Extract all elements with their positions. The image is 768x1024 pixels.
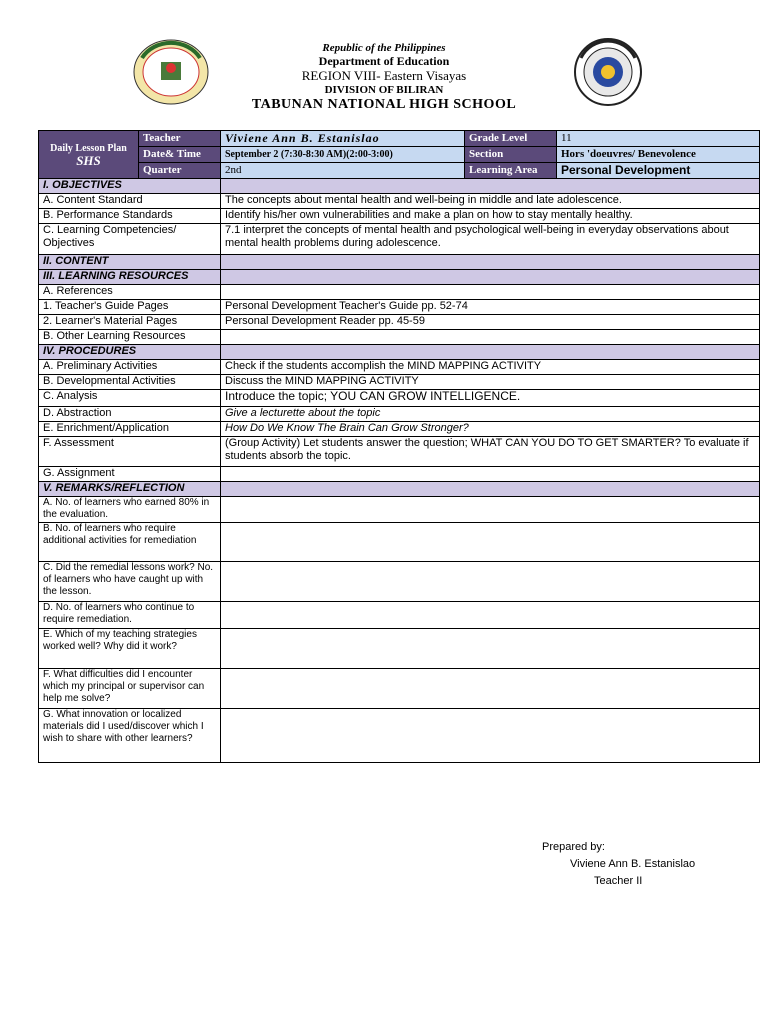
reflection-c-value: [221, 562, 760, 602]
preliminary-activities-value: Check if the students accomplish the MIND MAPPING ACTIVITY: [221, 360, 760, 375]
section-objectives: I. OBJECTIVES: [39, 179, 221, 194]
teacher-label: Teacher: [139, 131, 221, 147]
reflection-d-label: D. No. of learners who continue to require remediation.: [39, 602, 221, 629]
abstraction-value: Give a lecturette about the topic: [221, 407, 760, 422]
reflection-b-value: [221, 523, 760, 562]
learning-area-value: Personal Development: [557, 163, 760, 179]
learners-material-label: 2. Learner's Material Pages: [39, 315, 221, 330]
other-resources-label: B. Other Learning Resources: [39, 330, 221, 345]
assessment-label: F. Assessment: [39, 437, 221, 467]
dlp-sub-label: SHS: [76, 152, 101, 168]
developmental-activities-label: B. Developmental Activities: [39, 375, 221, 390]
teachers-guide-label: 1. Teacher's Guide Pages: [39, 300, 221, 315]
section-learning-resources: III. LEARNING RESOURCES: [39, 270, 221, 285]
section-remarks: V. REMARKS/REFLECTION: [39, 482, 221, 497]
performance-standards-value: Identify his/her own vulnerabilities and make a plan on how to stay mentally healthy.: [221, 209, 760, 224]
analysis-value: Introduce the topic; YOU CAN GROW INTELLIGENCE.: [221, 390, 760, 407]
grade-level-value: 11: [557, 131, 760, 147]
reflection-e-label: E. Which of my teaching strategies worked well? Why did it work?: [39, 629, 221, 669]
preparer-name: Viviene Ann B. Estanislao: [570, 858, 696, 870]
reflection-f-label: F. What difficulties did I encounter which my principal or supervisor can help me solve?: [39, 669, 221, 709]
content-standard-label: A. Content Standard: [39, 194, 221, 209]
section-content-fill: [221, 255, 760, 270]
enrichment-label: E. Enrichment/Application: [39, 422, 221, 437]
prepared-by-label: Prepared by:: [542, 841, 605, 853]
developmental-activities-value: Discuss the MIND MAPPING ACTIVITY: [221, 375, 760, 390]
section-learning-resources-fill: [221, 270, 760, 285]
learning-area-label: Learning Area: [465, 163, 557, 179]
date-time-label: Date& Time: [139, 147, 221, 163]
assessment-value: (Group Activity) Let students answer the question; WHAT CAN YOU DO TO GET SMARTER? To evaluate if students absorb the topic.: [221, 437, 760, 467]
learning-competencies-label: C. Learning Competencies/ Objectives: [39, 224, 221, 255]
assignment-label: G. Assignment: [39, 467, 221, 482]
reflection-c-label: C. Did the remedial lessons work? No. of learners who have caught up with the lesson.: [39, 562, 221, 602]
teachers-guide-value: Personal Development Teacher's Guide pp. 52-74: [221, 300, 760, 315]
reflection-a-label: A. No. of learners who earned 80% in the evaluation.: [39, 497, 221, 523]
daily-lesson-plan-table: [38, 130, 760, 763]
reflection-f-value: [221, 669, 760, 709]
performance-standards-label: B. Performance Standards: [39, 209, 221, 224]
assignment-value: [221, 467, 760, 482]
quarter-label: Quarter: [139, 163, 221, 179]
reflection-a-value: [221, 497, 760, 523]
section-remarks-fill: [221, 482, 760, 497]
preparer-position: Teacher II: [594, 875, 643, 887]
preliminary-activities-label: A. Preliminary Activities: [39, 360, 221, 375]
reflection-b-label: B. No. of learners who require additional activities for remediation: [39, 523, 221, 562]
other-resources-value: [221, 330, 760, 345]
section-content: II. CONTENT: [39, 255, 221, 270]
section-procedures-fill: [221, 345, 760, 360]
header-division: DIVISION OF BILIRAN: [324, 84, 444, 96]
section-procedures: IV. PROCEDURES: [39, 345, 221, 360]
header-school: TABUNAN NATIONAL HIGH SCHOOL: [251, 97, 517, 112]
references-label: A. References: [39, 285, 221, 300]
header-region: REGION VIII- Eastern Visayas: [301, 68, 467, 83]
reflection-e-value: [221, 629, 760, 669]
enrichment-value: How Do We Know The Brain Can Grow Stronger?: [221, 422, 760, 437]
section-value: Hors 'doeuvres/ Benevolence: [557, 147, 760, 163]
section-label: Section: [465, 147, 557, 163]
header-republic: Republic of the Philippines: [322, 42, 446, 54]
quarter-value: 2nd: [221, 163, 465, 179]
learning-competencies-value: 7.1 interpret the concepts of mental health and psychological well-being in everyday observations about mental health problems during adolescence.: [221, 224, 760, 255]
date-time-value: September 2 (7:30-8:30 AM)(2:00-3:00): [221, 147, 465, 163]
references-value: [221, 285, 760, 300]
reflection-g-label: G. What innovation or localized materials did I used/discover which I wish to share with other learners?: [39, 709, 221, 763]
section-objectives-fill: [221, 179, 760, 194]
dlp-label: Daily Lesson Plan: [50, 142, 127, 154]
content-standard-value: The concepts about mental health and well-being in middle and late adolescence.: [221, 194, 760, 209]
dlp-label-cell: [39, 131, 139, 179]
learners-material-value: Personal Development Reader pp. 45-59: [221, 315, 760, 330]
reflection-g-value: [221, 709, 760, 763]
abstraction-label: D. Abstraction: [39, 407, 221, 422]
teacher-value: Viviene Ann B. Estanislao: [221, 131, 465, 147]
grade-level-label: Grade Level: [465, 131, 557, 147]
reflection-d-value: [221, 602, 760, 629]
header-department: Department of Education: [318, 54, 450, 68]
analysis-label: C. Analysis: [39, 390, 221, 407]
